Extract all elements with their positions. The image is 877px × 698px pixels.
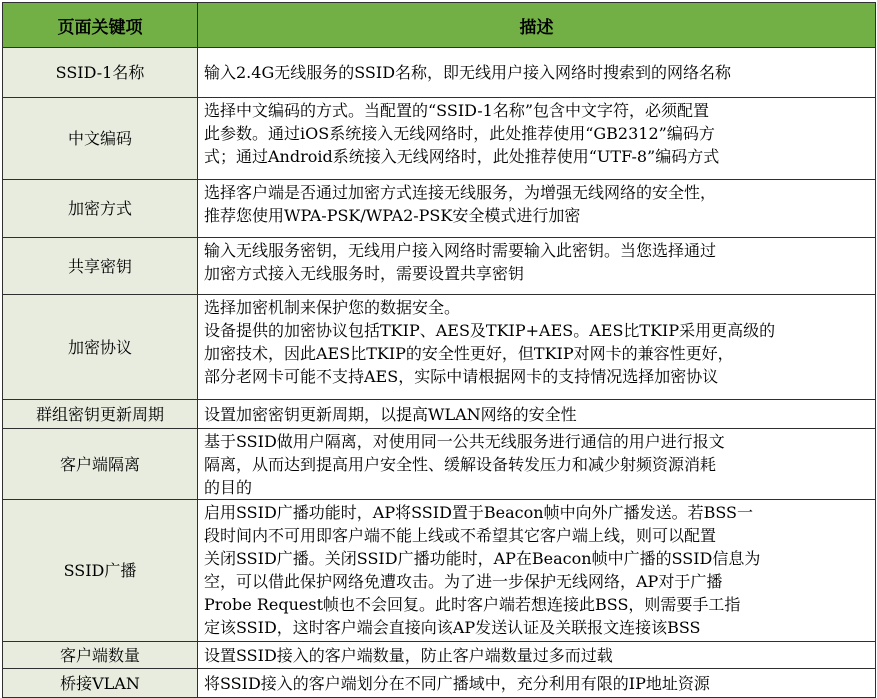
parameter-table-container: [2, 2, 875, 693]
description-line: 空，可以借此保护网络免遭攻击。为了进一步保护无线网络，AP对于广播: [204, 572, 723, 591]
description-line: 部分老网卡可能不支持AES，实际中请根据网卡的支持情况选择加密协议: [204, 367, 719, 386]
description-line: 选择加密机制来保护您的数据安全。: [204, 298, 461, 317]
parameter-table: [2, 2, 876, 698]
description-line: 设置加密密钥更新周期，以提高WLAN网络的安全性: [204, 404, 577, 424]
table-row: [3, 429, 876, 500]
description-line: 的目的: [204, 478, 253, 497]
description-line: 关闭SSID广播。关闭SSID广播功能时，AP在Beacon帧中广播的SSID信息为: [204, 549, 761, 568]
row-key: SSID广播: [3, 500, 198, 642]
description-line: 设置SSID接入的客户端数量，防止客户端数量过多而过载: [204, 645, 613, 665]
table-row: [3, 642, 876, 669]
row-description: [198, 48, 876, 98]
description-line: 将SSID接入的客户端划分在不同广播域中，充分利用有限的IP地址资源: [204, 673, 710, 693]
description-line: 加密技术，因此AES比TKIP的安全性更好，但TKIP对网卡的兼容性更好，: [204, 344, 734, 363]
row-key: SSID-1名称: [3, 48, 198, 98]
row-description: [198, 400, 876, 429]
description-line: 式；通过Android系统接入无线网络时，此处推荐使用“UTF-8”编码方式: [204, 147, 720, 166]
row-key: 共享密钥: [3, 238, 198, 295]
row-key: 中文编码: [3, 98, 198, 180]
description-line: 选择客户端是否通过加密方式连接无线服务，为增强无线网络的安全性，: [204, 183, 717, 202]
row-key: 群组密钥更新周期: [3, 400, 198, 429]
description-line: 定该SSID，这时客户端会直接向该AP发送认证及关联报文连接该BSS: [204, 618, 701, 637]
row-key: 加密协议: [3, 295, 198, 400]
description-line: 推荐您使用WPA-PSK/WPA2-PSK安全模式进行加密: [204, 206, 581, 225]
header-key-column: 页面关键项: [3, 3, 198, 48]
row-key: 加密方式: [3, 180, 198, 238]
description-line: 启用SSID广播功能时，AP将SSID置于Beacon帧中向外广播发送。若BSS一: [204, 503, 753, 522]
row-description: [198, 180, 876, 238]
row-key: 客户端数量: [3, 642, 198, 669]
row-key: 客户端隔离: [3, 429, 198, 500]
table-row: [3, 180, 876, 238]
description-line: 输入无线服务密钥，无线用户接入网络时需要输入此密钥。当您选择通过: [204, 241, 717, 260]
header-description-column: 描述: [198, 3, 876, 48]
table-header-row: [3, 3, 876, 48]
description-line: 输入2.4G无线服务的SSID名称，即无线用户接入网络时搜索到的网络名称: [204, 63, 732, 82]
row-description: [198, 642, 876, 669]
description-line: 基于SSID做用户隔离，对使用同一公共无线服务进行通信的用户进行报文: [204, 432, 725, 451]
row-description: [198, 238, 876, 295]
description-line: Probe Request帧也不会回复。此时客户端若想连接此BSS，则需要手工指: [204, 595, 741, 614]
table-row: [3, 295, 876, 400]
row-description: [198, 98, 876, 180]
row-description: [198, 500, 876, 642]
row-description: [198, 429, 876, 500]
row-key: 桥接VLAN: [3, 669, 198, 698]
table-row: [3, 98, 876, 180]
table-row: [3, 48, 876, 98]
table-row: [3, 669, 876, 698]
description-line: 选择中文编码的方式。当配置的“SSID-1名称”包含中文字符，必须配置: [204, 101, 710, 120]
description-line: 段时间内不可用即客户端不能上线或不希望其它客户端上线，则可以配置: [204, 526, 717, 545]
table-row: [3, 400, 876, 429]
table-row: [3, 238, 876, 295]
table-row: [3, 500, 876, 642]
row-description: [198, 295, 876, 400]
description-line: 设备提供的加密协议包括TKIP、AES及TKIP+AES。AES比TKIP采用更高级的: [204, 321, 776, 340]
row-description: [198, 669, 876, 698]
description-line: 此参数。通过iOS系统接入无线网络时，此处推荐使用“GB2312”编码方: [204, 124, 715, 143]
description-line: 加密方式接入无线服务时，需要设置共享密钥: [204, 264, 525, 283]
description-line: 隔离，从而达到提高用户安全性、缓解设备转发压力和减少射频资源消耗: [204, 455, 717, 474]
